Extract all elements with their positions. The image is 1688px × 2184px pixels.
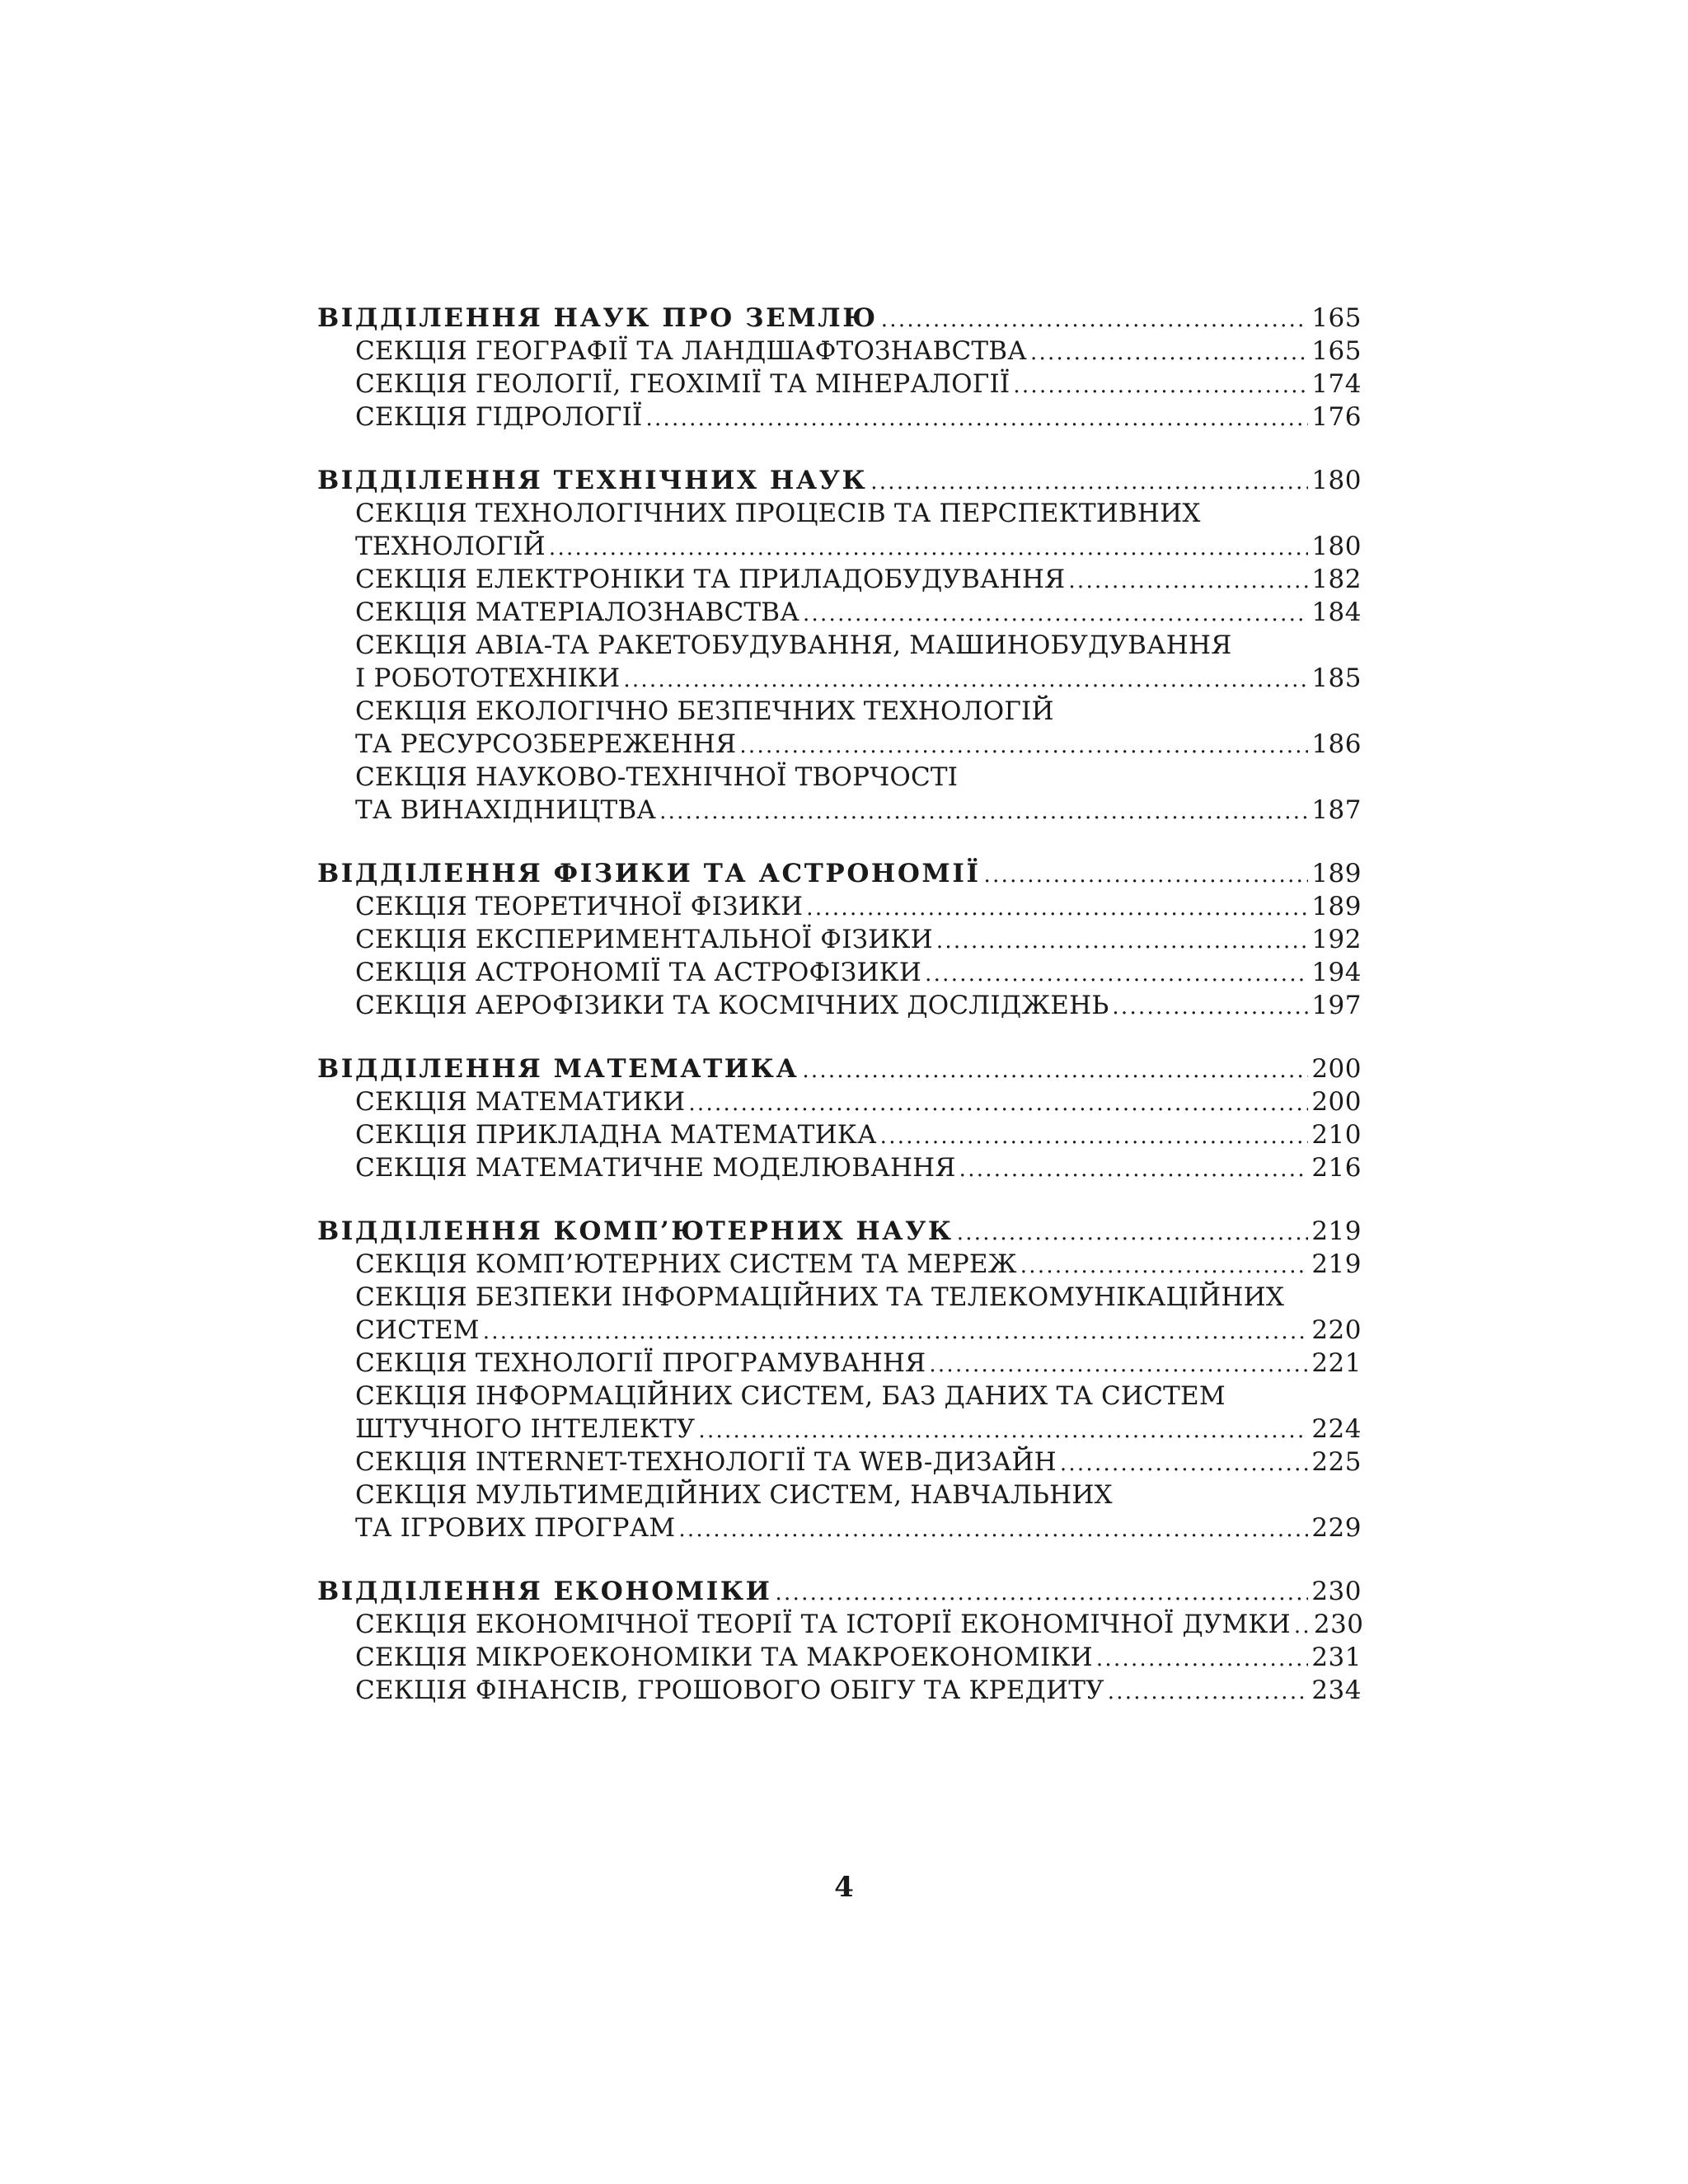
section-page: 220 bbox=[1311, 1315, 1362, 1345]
section-title: І РОБОТОТЕХНІКИ bbox=[355, 663, 621, 693]
section-title: ШТУЧНОГО ІНТЕЛЕКТУ bbox=[355, 1414, 696, 1444]
dot-leader bbox=[925, 956, 1308, 991]
toc-section-entry bbox=[317, 956, 1362, 989]
dot-leader bbox=[688, 1085, 1308, 1120]
dot-leader bbox=[645, 401, 1308, 435]
toc-section-entry bbox=[317, 596, 1362, 629]
dot-leader bbox=[957, 1215, 1309, 1249]
section-title-line: СЕКЦІЯ БЕЗПЕКИ ІНФОРМАЦІЙНИХ ТА ТЕЛЕКОМУНІКАЦІЙНИХ bbox=[355, 1282, 1285, 1312]
section-title: СЕКЦІЯ ГЕОГРАФІЇ ТА ЛАНДШАФТОЗНАВСТВА bbox=[355, 336, 1027, 366]
toc-section-entry bbox=[317, 530, 1362, 563]
section-title-line: СЕКЦІЯ МУЛЬТИМЕДІЙНИХ СИСТЕМ, НАВЧАЛЬНИХ bbox=[355, 1480, 1113, 1510]
section-page: 165 bbox=[1311, 336, 1362, 366]
division-title: ВІДДІЛЕННЯ КОМП’ЮТЕРНИХ НАУК bbox=[317, 1216, 954, 1246]
dot-leader bbox=[1030, 335, 1308, 369]
division-page: 219 bbox=[1311, 1216, 1362, 1246]
section-title: СЕКЦІЯ ЕЛЕКТРОНІКИ ТА ПРИЛАДОБУДУВАННЯ bbox=[355, 565, 1066, 594]
section-page: 210 bbox=[1311, 1120, 1362, 1150]
section-page: 180 bbox=[1311, 532, 1362, 561]
division-title: ВІДДІЛЕННЯ МАТЕМАТИКА bbox=[317, 1054, 799, 1084]
section-title-line: СЕКЦІЯ АВІА-ТА РАКЕТОБУДУВАННЯ, МАШИНОБУДУВАННЯ bbox=[355, 630, 1232, 660]
section-title-line: СЕКЦІЯ НАУКОВО-ТЕХНІЧНОЇ ТВОРЧОСТІ bbox=[355, 762, 959, 792]
section-title: СЕКЦІЯ ПРИКЛАДНА МАТЕМАТИКА bbox=[355, 1120, 877, 1150]
division-heading bbox=[317, 1215, 1362, 1248]
section-title: СЕКЦІЯ ФІНАНСІВ, ГРОШОВОГО ОБІГУ ТА КРЕДИТУ bbox=[355, 1675, 1104, 1705]
division-heading bbox=[317, 464, 1362, 497]
section-page: 182 bbox=[1311, 565, 1362, 594]
dot-leader bbox=[880, 1118, 1309, 1153]
section-title: ТА ВИНАХІДНИЦТВА bbox=[355, 795, 657, 825]
division-heading bbox=[317, 1052, 1362, 1085]
toc-division bbox=[317, 464, 1362, 827]
division-title: ВІДДІЛЕННЯ ФІЗИКИ ТА АСТРОНОМІЇ bbox=[317, 859, 981, 888]
dot-leader bbox=[1060, 1446, 1308, 1480]
division-title: ВІДДІЛЕННЯ НАУК ПРО ЗЕМЛЮ bbox=[317, 303, 878, 333]
division-heading bbox=[317, 1575, 1362, 1608]
division-heading bbox=[317, 857, 1362, 890]
section-page: 234 bbox=[1311, 1675, 1362, 1705]
section-page: 184 bbox=[1311, 598, 1362, 627]
section-page: 221 bbox=[1311, 1348, 1362, 1378]
division-page: 180 bbox=[1311, 466, 1362, 495]
section-title: СЕКЦІЯ МІКРОЕКОНОМІКИ ТА МАКРОЕКОНОМІКИ bbox=[355, 1643, 1093, 1672]
division-title: ВІДДІЛЕННЯ ЕКОНОМІКИ bbox=[317, 1577, 772, 1606]
dot-leader bbox=[803, 596, 1308, 630]
dot-leader bbox=[659, 794, 1308, 828]
section-page: 229 bbox=[1311, 1513, 1362, 1543]
division-page: 189 bbox=[1311, 859, 1362, 888]
toc-division bbox=[317, 1052, 1362, 1184]
toc-section-entry bbox=[317, 989, 1362, 1022]
toc-section-entry bbox=[317, 794, 1362, 827]
section-title: СЕКЦІЯ МАТЕМАТИКИ bbox=[355, 1087, 686, 1117]
dot-leader bbox=[678, 1511, 1308, 1546]
toc-section-entry bbox=[317, 368, 1362, 401]
toc-section-entry bbox=[317, 923, 1362, 956]
toc-section-entry bbox=[317, 401, 1362, 434]
section-page: 176 bbox=[1311, 402, 1362, 432]
section-page: 200 bbox=[1311, 1087, 1362, 1117]
section-title-line: СЕКЦІЯ ІНФОРМАЦІЙНИХ СИСТЕМ, БАЗ ДАНИХ ТА СИСТЕМ bbox=[355, 1381, 1226, 1411]
toc-section-entry bbox=[317, 563, 1362, 596]
dot-leader bbox=[623, 662, 1308, 696]
section-page: 216 bbox=[1311, 1153, 1362, 1183]
section-title: СЕКЦІЯ КОМП’ЮТЕРНИХ СИСТЕМ ТА МЕРЕЖ bbox=[355, 1249, 1017, 1279]
section-title: СЕКЦІЯ МАТЕМАТИЧНЕ МОДЕЛЮВАННЯ bbox=[355, 1153, 956, 1183]
dot-leader bbox=[776, 1575, 1309, 1610]
section-page: 192 bbox=[1311, 925, 1362, 954]
toc-section-entry bbox=[317, 1674, 1362, 1707]
division-heading bbox=[317, 302, 1362, 335]
section-title: СЕКЦІЯ АСТРОНОМІЇ ТА АСТРОФІЗИКИ bbox=[355, 958, 922, 987]
dot-leader bbox=[984, 857, 1309, 892]
section-title: СЕКЦІЯ ЕКСПЕРИМЕНТАЛЬНОЇ ФІЗИКИ bbox=[355, 925, 933, 954]
dot-leader bbox=[806, 890, 1308, 925]
toc-section-entry bbox=[317, 728, 1362, 761]
toc-section-entry bbox=[317, 1314, 1362, 1347]
section-title: СЕКЦІЯ АЕРОФІЗИКИ ТА КОСМІЧНИХ ДОСЛІДЖЕНЬ bbox=[355, 991, 1109, 1020]
section-page: 189 bbox=[1311, 892, 1362, 921]
section-page: 197 bbox=[1311, 991, 1362, 1020]
dot-leader bbox=[1108, 1674, 1309, 1708]
section-page: 194 bbox=[1311, 958, 1362, 987]
section-title: СЕКЦІЯ ГЕОЛОГІЇ, ГЕОХІМІЇ ТА МІНЕРАЛОГІЇ bbox=[355, 369, 1010, 399]
toc-section-entry bbox=[317, 662, 1362, 695]
dot-leader bbox=[1068, 563, 1308, 598]
toc-section-entry bbox=[317, 1118, 1362, 1151]
section-title-line: СЕКЦІЯ ЕКОЛОГІЧНО БЕЗПЕЧНИХ ТЕХНОЛОГІЙ bbox=[355, 696, 1054, 726]
dot-leader bbox=[1013, 368, 1308, 402]
section-title-line: СЕКЦІЯ ТЕХНОЛОГІЧНИХ ПРОЦЕСІВ ТА ПЕРСПЕКТИВНИХ bbox=[355, 499, 1201, 528]
toc-section-entry bbox=[317, 1085, 1362, 1118]
section-page: 185 bbox=[1311, 663, 1362, 693]
toc-section-entry bbox=[317, 1413, 1362, 1446]
section-title: СЕКЦІЯ ЕКОНОМІЧНОЇ ТЕОРІЇ ТА ІСТОРІЇ ЕКОНОМІЧНОЇ ДУМКИ bbox=[355, 1610, 1291, 1639]
section-page: 219 bbox=[1311, 1249, 1362, 1279]
page-number: 4 bbox=[834, 1871, 854, 1904]
section-page: 230 bbox=[1313, 1610, 1364, 1639]
section-title: СЕКЦІЯ ТЕХНОЛОГІЇ ПРОГРАМУВАННЯ bbox=[355, 1348, 926, 1378]
dot-leader bbox=[881, 302, 1309, 336]
dot-leader bbox=[959, 1151, 1309, 1186]
section-title: ТА РЕСУРСОЗБЕРЕЖЕННЯ bbox=[355, 729, 737, 759]
division-page: 165 bbox=[1311, 303, 1362, 333]
dot-leader bbox=[1096, 1641, 1308, 1675]
section-page: 231 bbox=[1311, 1643, 1362, 1672]
toc-division bbox=[317, 1575, 1362, 1707]
dot-leader bbox=[936, 923, 1309, 958]
section-page: 187 bbox=[1311, 795, 1362, 825]
dot-leader bbox=[1294, 1608, 1311, 1643]
section-title: СЕКЦІЯ ТЕОРЕТИЧНОЇ ФІЗИКИ bbox=[355, 892, 804, 921]
division-page: 230 bbox=[1311, 1577, 1362, 1606]
toc-section-entry bbox=[317, 1641, 1362, 1674]
dot-leader bbox=[549, 530, 1308, 565]
dot-leader bbox=[483, 1314, 1309, 1348]
section-title: СЕКЦІЯ ГІДРОЛОГІЇ bbox=[355, 402, 643, 432]
section-page: 225 bbox=[1311, 1447, 1362, 1477]
section-page: 174 bbox=[1311, 369, 1362, 399]
dot-leader bbox=[698, 1413, 1308, 1447]
dot-leader bbox=[802, 1052, 1308, 1087]
toc-section-entry bbox=[317, 890, 1362, 923]
section-page: 224 bbox=[1311, 1414, 1362, 1444]
table-of-contents bbox=[317, 302, 1362, 1737]
section-title: ТА ІГРОВИХ ПРОГРАМ bbox=[355, 1513, 676, 1543]
toc-section-entry bbox=[317, 1248, 1362, 1281]
dot-leader bbox=[1112, 989, 1308, 1024]
division-page: 200 bbox=[1311, 1054, 1362, 1084]
toc-section-entry bbox=[317, 1151, 1362, 1184]
toc-section-entry bbox=[317, 335, 1362, 368]
section-title: СИСТЕМ bbox=[355, 1315, 480, 1345]
section-title: СЕКЦІЯ INTERNET-ТЕХНОЛОГІЇ ТА WEB-ДИЗАЙН bbox=[355, 1447, 1057, 1477]
dot-leader bbox=[929, 1347, 1308, 1381]
division-title: ВІДДІЛЕННЯ ТЕХНІЧНИХ НАУК bbox=[317, 466, 868, 495]
section-title: СЕКЦІЯ МАТЕРІАЛОЗНАВСТВА bbox=[355, 598, 799, 627]
section-title: ТЕХНОЛОГІЙ bbox=[355, 532, 546, 561]
toc-section-entry bbox=[317, 1446, 1362, 1479]
toc-division bbox=[317, 1215, 1362, 1544]
toc-division bbox=[317, 857, 1362, 1022]
dot-leader bbox=[870, 464, 1308, 499]
section-page: 186 bbox=[1311, 729, 1362, 759]
toc-section-entry bbox=[317, 1511, 1362, 1544]
dot-leader bbox=[1020, 1248, 1309, 1282]
dot-leader bbox=[739, 728, 1308, 762]
toc-division bbox=[317, 302, 1362, 434]
toc-section-entry bbox=[317, 1608, 1362, 1641]
toc-section-entry bbox=[317, 1347, 1362, 1380]
